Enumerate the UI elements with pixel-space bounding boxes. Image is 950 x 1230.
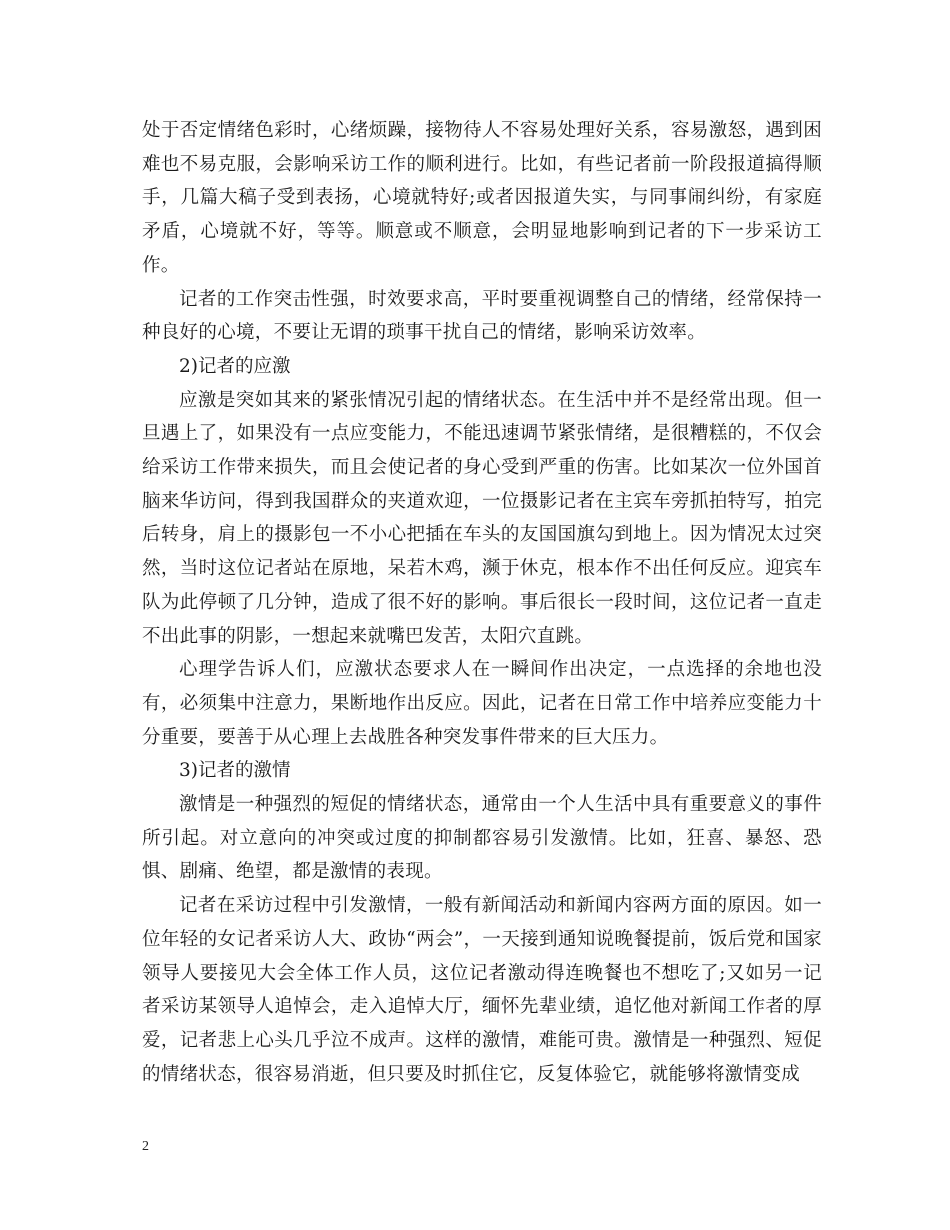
paragraph: 应激是突如其来的紧张情况引起的情绪状态。在生活中并不是经常出现。但一旦遇上了，如果没有一点应变能力，不能迅速调节紧张情绪，是很糟糕的，不仅会给采访工作带来损失，而且会使记者的身心受到严重的伤害。比如某次一位外国首脑来华访问，得到我国群众的夹道欢迎，一位摄影记者在主宾车旁抓拍特写，拍完后转身，肩上的摄影包一不小心把插在车头的友国国旗勾到地上。因为情况太过突然，当时这位记者站在原地，呆若木鸡，濒于休克，根本作不出任何反应。迎宾车队为此停顿了几分钟，造成了很不好的影响。事后很长一段时间，这位记者一直走不出此事的阴影，一想起来就嘴巴发苦，太阳穴直跳。	[142, 389, 822, 647]
paragraph: 记者的工作突击性强，时效要求高，平时要重视调整自己的情绪，经常保持一种良好的心境，不要让无谓的琐事干扰自己的情绪，影响采访效率。	[142, 288, 822, 344]
document-body	[142, 114, 822, 1091]
paragraph: 记者在采访过程中引发激情，一般有新闻活动和新闻内容两方面的原因。如一位年轻的女记者采访人大、政协“两会”，一天接到通知说晚餐提前，饭后党和国家领导人要接见大会全体工作人员，这位记者激动得连晚餐也不想吃了;又如另一记者采访某领导人追悼会，走入追悼大厅，缅怀先辈业绩，追忆他对新闻工作者的厚爱，记者悲上心头几乎泣不成声。这样的激情，难能可贵。激情是一种强烈、短促的情绪状态，很容易消逝，但只要及时抓住它，反复体验它，就能够将激情变成	[142, 895, 822, 1085]
paragraph: 心理学告诉人们，应激状态要求人在一瞬间作出决定，一点选择的余地也没有，必须集中注意力，果断地作出反应。因此，记者在日常工作中培养应变能力十分重要，要善于从心理上去战胜各种突发事件带来的巨大压力。	[142, 659, 822, 748]
section-heading: 3)记者的激情	[179, 760, 291, 782]
page-number: 2	[142, 1139, 149, 1154]
paragraph-continued: 处于否定情绪色彩时，心绪烦躁，接物待人不容易处理好关系，容易激怒，遇到困难也不易克服，会影响采访工作的顺利进行。比如，有些记者前一阶段报道搞得顺手，几篇大稿子受到表扬，心境就特好;或者因报道失实，与同事闹纠纷，有家庭矛盾，心境就不好，等等。顺意或不顺意，会明显地影响到记者的下一步采访工作。	[142, 120, 822, 276]
paragraph: 激情是一种强烈的短促的情绪状态，通常由一个人生活中具有重要意义的事件所引起。对立意向的冲突或过度的抑制都容易引发激情。比如，狂喜、暴怒、恐惧、剧痛、绝望，都是激情的表现。	[142, 794, 822, 883]
section-heading: 2)记者的应激	[179, 355, 291, 377]
